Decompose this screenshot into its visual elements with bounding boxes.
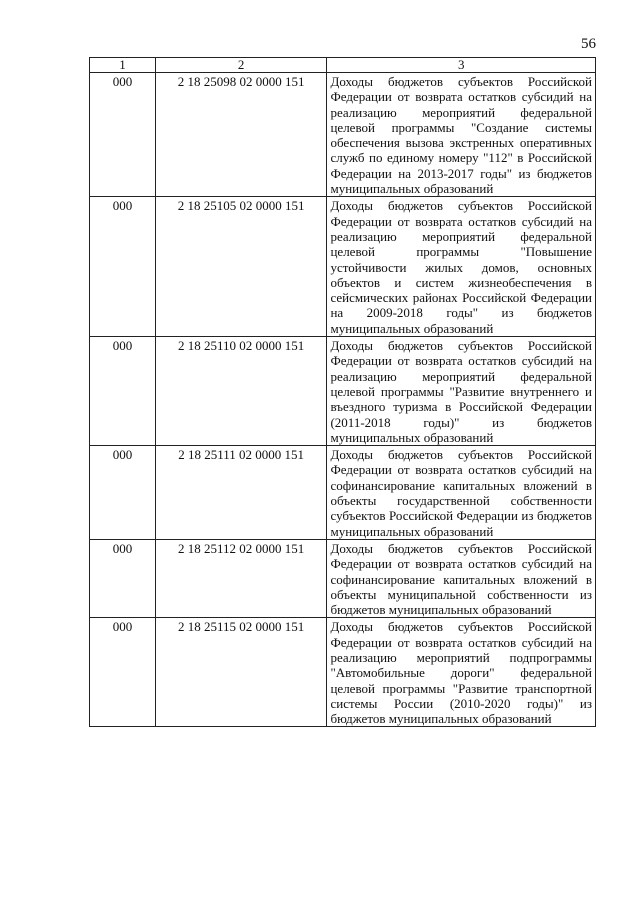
table-header-row xyxy=(90,58,596,73)
admin-code-cell: 000 xyxy=(90,539,156,617)
column-header-3: 3 xyxy=(327,58,596,73)
kbk-code-cell: 2 18 25110 02 0000 151 xyxy=(155,337,327,446)
table-row xyxy=(90,197,596,337)
description-cell: Доходы бюджетов субъектов Российской Федерации от возврата остатков субсидий на реализацию мероприятий федеральной целевой программы "Повышение устойчивости жилых домов, основных объектов и систем жизнеобеспечения в сейсмических районах Российской Федерации на 2009-2018 годы" из бюджетов муниципальных образований xyxy=(327,197,596,337)
description-cell: Доходы бюджетов субъектов Российской Федерации от возврата остатков субсидий на реализацию мероприятий федеральной целевой программы "Создание системы обеспечения вызова экстренных оперативных служб по единому номеру "112" в Российской Федерации на 2013-2017 годы" из бюджетов муниципальных образований xyxy=(327,73,596,197)
kbk-code-cell: 2 18 25112 02 0000 151 xyxy=(155,539,327,617)
admin-code-cell: 000 xyxy=(90,197,156,337)
column-header-1: 1 xyxy=(90,58,156,73)
kbk-code-cell: 2 18 25098 02 0000 151 xyxy=(155,73,327,197)
column-header-2: 2 xyxy=(155,58,327,73)
description-cell: Доходы бюджетов субъектов Российской Федерации от возврата остатков субсидий на реализацию мероприятий федеральной целевой программы "Развитие внутреннего и въездного туризма в Российской Федерации (2011-2018 годы)" из бюджетов муниципальных образований xyxy=(327,337,596,446)
table-row xyxy=(90,446,596,540)
table-row xyxy=(90,618,596,727)
table-row xyxy=(90,73,596,197)
kbk-code-cell: 2 18 25111 02 0000 151 xyxy=(155,446,327,540)
admin-code-cell: 000 xyxy=(90,337,156,446)
description-cell: Доходы бюджетов субъектов Российской Федерации от возврата остатков субсидий на софинансирование капитальных вложений в объекты муниципальной собственности из бюджетов муниципальных образований xyxy=(327,539,596,617)
kbk-code-cell: 2 18 25115 02 0000 151 xyxy=(155,618,327,727)
admin-code-cell: 000 xyxy=(90,446,156,540)
table-row xyxy=(90,337,596,446)
budget-codes-table xyxy=(89,57,596,727)
kbk-code-cell: 2 18 25105 02 0000 151 xyxy=(155,197,327,337)
page-number: 56 xyxy=(581,36,596,52)
table-row xyxy=(90,539,596,617)
description-cell: Доходы бюджетов субъектов Российской Федерации от возврата остатков субсидий на реализацию мероприятий подпрограммы "Автомобильные дороги" федеральной целевой программы "Развитие транспортной системы России (2010-2020 годы)" из бюджетов муниципальных образований xyxy=(327,618,596,727)
admin-code-cell: 000 xyxy=(90,618,156,727)
description-cell: Доходы бюджетов субъектов Российской Федерации от возврата остатков субсидий на софинансирование капитальных вложений в объекты государственной собственности субъектов Российской Федерации из бюджетов муниципальных образований xyxy=(327,446,596,540)
admin-code-cell: 000 xyxy=(90,73,156,197)
